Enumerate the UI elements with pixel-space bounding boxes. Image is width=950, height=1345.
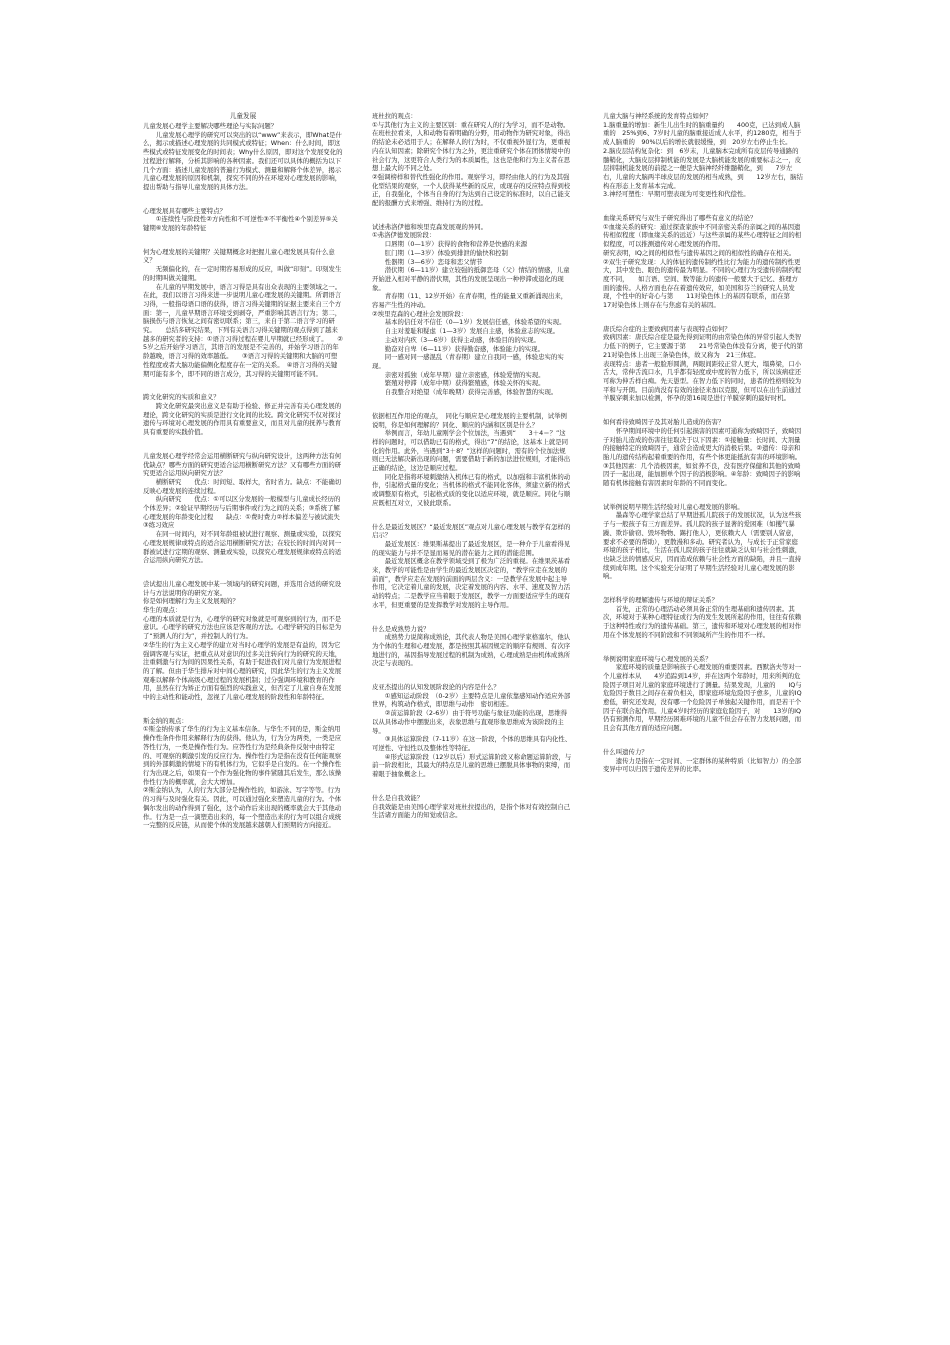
- section-15: [603, 112, 803, 199]
- text-column-1: [143, 112, 343, 845]
- section-17: [603, 325, 803, 403]
- section-10: [372, 412, 572, 508]
- section-7: [143, 717, 343, 830]
- section-14: [372, 794, 572, 820]
- section-19: [603, 503, 803, 581]
- section-text: 如何看待致畸因子及其对胎儿造成的伤害？ 怀孕期间环境中的任何引起损害的因素可通称为致畸因子，致畸因子对胎儿造成的伤害往往取决于以下因素：①接触量：长时间、大剂量的接触特定的致畸因子，通常会造成更大的消极后果。②遗传：母亲和胎儿的遗传结构起着重要的作用，有些个体更能抵抗有害的环境影响。③其他因素：几个消极因素，如贫养不良，没有医疗保健和其他的致畸因子一起出现，能加剧单个因子的消极影响。④年龄：致畸因子的影响随有机体接触有害因素时年龄的不同而变化。: [603, 418, 802, 488]
- section-text: 依据相互作用论的观点， 同化与顺应是心理发展的主要机制，试举例说明，你是如何理解的？同化、顺应的内涵和区别是什么？ 举例而言，年幼儿童刚学会个位加法，当遇到“ 3＋4＝？”这样的问题时，可以借助已有的格式，得出“7”的结论，这基本上就是同化的作用。此外，当遇到“3＋8？”这样的问题时，需有的个位加法规则已无法解决新出现的问题，需要借助于新的加法进位规则，才能得出正确的结论，这边是顺应过程。 同化是指将环境刺激纳入机体已有的格式，以加强和丰富机体的动作，引起格式量的变化；当机体的格式不能同化客体，须建立新的格式或调整原有格式，引起格式质的变化以适应环境，就是顺应。同化与顺应既相互对立，又彼此联系。: [372, 411, 571, 507]
- document-title: 儿童发展: [229, 112, 257, 120]
- section-22: [603, 748, 803, 774]
- section-text: 儿童发展心理学经常会运用横断研究与纵向研究设计，这两种方法有何优缺点？哪些方面的研究更适合运用横断研究方法？又有哪些方面的研究更适合运用纵向研究方法？ 横断研究 优点：时间短、取样大，省时省力。缺点：不能确切反映心理发展的连续过程。 纵向研究 优点：①可以区分发展的一般模型与儿童成长经历的个体差异；②验证早期经历与后期事件或行为之间的关系；③系统了解心理发展的年龄变化过程 缺点：①费时费力②样本偏差与被试流失③练习效应 在同一时间内，对不同年龄组被试进行观察、测量或实验，以探究心理发展规律或特点的适合运用横断研究方法；在较长的时间内对同一群被试进行定期的观察、测量或实验，以探究心理发展规律或特点的适合运用纵向研究方法。: [143, 451, 342, 565]
- section-text: 儿童发展心理学主要解决哪些理论与实际问题？ 儿童发展心理学的研究可以突出的以“www”来表示，即What是什么，揭示或描述心理发展的共同模式或特征；When：什么时间，即这些模式或特征发展变化的时间表；Why什么原因，即对这个发展变化的过程进行解释，分析其影响的各种因素。我们还可以具体的概括为以下几个方面：描述儿童发展的普遍行为模式、测量和解释个体差异，揭示儿童心理发展的原因和机制，探究不同的外在环境对心理发展的影响，提出帮助与指导儿童发展的具体方法。: [143, 122, 343, 191]
- section-text: 跨文化研究的实质和意义？ 跨文化研究最突出意义是有助于检验、修正并完善有关心理发展的理论，跨文化研究的实质是进行文化间的比较。跨文化研究不仅对探讨遗传与环境对心理发展的作用具有重要意义，而且对儿童的抚养与教育具有重要的实践价值。: [143, 393, 342, 437]
- section-11: [372, 523, 572, 610]
- section-18: [603, 418, 803, 488]
- section-text: 皮亚杰提出的认知发展阶段论的内容是什么？ ①感知运动阶段 （0-2岁）主要特点是儿童依靠感知动作适应外部世界，构筑动作格式，即思维与动作 密切相连。 ②前运算阶段（2-6岁）由于符号功能与象征功能的出现，思维得以从具体动作中摆脱出来，表象思维与直观形象思维成为该阶段的主导。 ③具体运算阶段（7-11岁）在这一阶段，个体的思维具有内化性、可逆性、守恒性以及整体性等特征。 ④形式运算阶段（12岁以后）形式运算阶段又称命题运算阶段，与前一阶段相比，其最大的特点是儿童的思维已摆脱具体事物的束缚，而着眼于抽象概念上。: [372, 683, 572, 779]
- section-6: [143, 580, 343, 702]
- section-text: 尝试提出儿童心理发展中某一领域内的研究问题，并选用合适的研究设计与方法说明你的研究方案。 你是如何理解行为主义发展观的？ 华生的观点： 心理的本质就是行为，心理学的研究对象就是可观察到的行为，而不是意识。心理学的研究方法也应该是客观的方法。心理学研究的目标是为了“预测人的行为”，并控制人的行为。 ②华生的行为主义心理学的建立对当时心理学的发展是有益的，因为它强调客观与实证，把重点从对意识的过多关注转向行为的研究的天地，注重刺激与行为间的因果性关系，有助于促进我们对儿童行为发展进程的了解。但由于华生排斥对中间心理的研究，因此华生的行为主义发展观难以解释个体高级心理过程的发展机制；过分强调环境和教育的作用，虽然在行为矫正方面有强烈的实践意义，但否定了儿童自身在发展中的主动性和能动性，忽视了儿童心理发展的阶段性和年龄特征。: [143, 579, 342, 702]
- section-9: [372, 223, 572, 397]
- section-text: 班杜拉的观点： ①与其他行为主义的主要区别：重在研究人的行为学习，而不是动物。在班杜拉看来，人和动物有着明确的分野，用动物作为研究对象，得出的结论未必适用于人；在解释人的行为时，不仅重视外显行为，更重视内在认知因素；除研究个体行为之外，更注重研究个体在团体情境中的社会行为，这更符合人类行为的本质属性，这也是他和行为主义者在思想上最大的不同之处。 ②强调榜样和替代性强化的作用。观察学习，即经由他人的行为及其强化型结果的观察，一个人获得某些新的反应，或现存的反应特点得到校正，自我强化，个体当自身的行为达到自己设定的标准时，以自己能支配的报酬方式来增强、维持行为的过程。: [372, 112, 571, 208]
- section-13: [372, 683, 572, 779]
- section-text: 什么是最近发展区？“最近发展区”观点对儿童心理发展与教学有怎样的启示？ 最近发展区：维果斯基提出了最近发展区，是一种介于儿童看得见的现实能力与并不是显而易见的潜在能力之间的潜能范围。 最近发展区概念在教学领域受到了极为广泛的重视。在维果茨基看来，教学的可能性是由学生的最近发展区决定的，“教学应走在发展的前面”，教学应走在发展的前面的两层含义：一是教学在发展中起主导作用，它决定着儿童的发展，决定着发展的内容、水平、速度及智力活动的特点；二是教学应当着眼于发展区，教学一方面要适应学生的现有水平，但更重要的是发挥教学对发展的主导作用。: [372, 522, 571, 609]
- section-5: [143, 452, 343, 565]
- section-12: [372, 625, 572, 669]
- text-column-3: [603, 112, 803, 789]
- section-text: 举例说明家庭环境与心理发展的关系？ 家庭环境的质量是影响孩子心理发展的重要因素。西默洛夫等对一个儿童样本从 4岁追踪到14岁，并在这两个年龄时，用来所判的危险因子项目对儿童的家庭环境进行了测量。结果发现，儿童的 IQ与危险因子数目之间存在着负相关，即家庭环境危险因子愈多，儿童的IQ愈低，研究还发现，没有哪一个危险因子单独起关键作用，而是若干个因子在联合起作用。儿童4岁时经历的家庭危险因子，对 13岁的IQ仍有预测作用，早期经历困难环境的儿童不但会存在智力发展问题，而且会有其他方面的适应问题。: [603, 654, 802, 733]
- section-21: [603, 655, 803, 733]
- section-8: [372, 112, 572, 208]
- section-20: [603, 596, 803, 640]
- section-text: 血缘关系研究与双生子研究得出了哪些有意义的结论？ ①血缘关系的研究：通过探查家族中不同亲密关系的亲属之间的基因遗传相似程度（即血缘关系的远近）与这些亲属的某些心理特征之间的相似程度，可以推测遗传对心理发展的作用。 研究表明，IQ之间的相似性与遗传基因之间的相似性的确存在相关。 ②双生子研究发现：人的体征的遗传制约性比行为能力的遗传制约性更大，其中发色、眼色的遗传最为明显。不同的心理行为受遗传的制约程度不同， 如言语、空间、数等能力的遗传一般要大于记忆、推理方面的遗传。人格方面也存在着遗传效应，如美国和芬兰的研究人员发现，个性中的好奇心与第 11对染色体上的基因有联系，而在第 17对染色体上则存在与焦虑有关的基因。: [603, 214, 802, 310]
- section-text: 什么是自我效能？ 自我效能是由美国心理学家对班杜拉提出的，是指个体对有效控制自己生活诸方面能力的知觉或信念。: [372, 793, 571, 820]
- section-text: 试举例说明早期生活经验对儿童心理发展的影响。 墨森等心理学家总结了早期进孤儿院孩子的发展状况，认为这些孩子与一般孩子有三方面差异。孤儿院的孩子显著的爱困难（如攫气暴躁、欺诈偷窃、毁坏物物、踢打他人），更依赖大人（需要别人留意，要求不必要的帮助），更散漫和多动。研究者认为，与成长于正常家庭环境的孩子相比，生活在孤儿院的孩子往往就缺乏认知与社会性刺激，也缺乏法的情感反应，因而造成依赖与社会性方面的缺陷，并且一直持续到成年期。这个实验充分证明了早期生活经验对儿童心理发展的影响。: [603, 502, 802, 581]
- section-16: [603, 214, 803, 310]
- section-4: [143, 393, 343, 437]
- section-text: 儿童大脑与神经系统的发育特点如何？ 1.脑重量的增加：新生儿出生时的脑重量约 400克，已达到成人脑重的 25%到6、7岁时儿童的脑重接近成人水平，约1280克，相当于成人脑重的 90%以后的增长就很缓慢，到 20岁左右停止生长。 2.脑皮层结构复杂化：到 6岁末，儿童脑本完成所有皮层传导通路的髓鞘化，大脑皮层抑制机能的发展是大脑机能发展的重要标志之一，皮层抑制机能发展的前提之一便是大脑神经纤维髓鞘化，到 7岁左右，儿童的大脑两半球皮层的发展的相当成熟，到 12岁左右，脑结构在形态上发育基本完成。 3.神经可塑性：早期可塑表现为可变更性和代偿性。: [603, 112, 803, 199]
- section-text: 何为心理发展的关键期？关键期概念对把握儿童心理发展具有什么意义？ 无频偏化的，在一定时期容易形成的反应，叫做“印刻”。印刻发生的时期叫做关键期。 在儿童的早期发展中，语言习得是具有出众表现的主要领域之一。在此，我们以语言习得来进一步说明儿童心理发展的关键期。所谓语言习得，一般指母语口语的获得，语言习得关键期的证据主要来自三个方面：第一，儿童早期语言环境受到剥夺，严重影响其语言行为；第二，脑损伤与语言恢复之间有密切联系；第三，来自于第二语言学习的研究。 总结多研究结果，下列有关语言习得关键期的观点得到了越来越多的研究者的支持：①语言习得过程在婴儿早期就已经形成了。 ②5岁之后开始学习语言，其语言的发展是不完善的，并始学习语言的年龄越晚，语言习得的效率越低。 ③语言习得的关键期和大脑的可塑性程度或者大脑功能偏侧化程度存在一定的关系。 ④语言习得的关键期可能有多个，即不同的语言成分，其习得的关键期可能不同。: [143, 247, 343, 378]
- section-2: [143, 207, 343, 233]
- section-text: 怎样科学的理解遗传与环境的辩证关系？ 首先，正常的心理活动必须具备正常的生理基础和遗传因素。其次，环境对于某种心理特征或行为的发生发展所起的作用，往往有依赖于这种特性或行为的遗传基础。第三，遗传和环境对心理发展的相对作用在个体发展的不同阶段和不同领域所产生的作用不一样。: [603, 596, 802, 639]
- text-column-2: [372, 112, 572, 835]
- section-text: 斯金纳的观点： ①斯金纳传承了华生的行为主义基本信条。与华生不同的是，斯金纳用操作性条件作用来解释行为的获得。他认为，行为分为两类，一类是应答性行为，一类是操作性行为。应答性行为是经典条件反射中由特定的、可观察的刺激引发的反应行为。操作性行为是指在没有任何能观察到的外部刺激的情境下的有机体行为，它似乎是自发的。在一个操作性行为出现之后，如果有一个作为强化物的事件紧随其后发生，那么该操作性行为的概率就，会大大增加。 ②斯金纳认为，人的行为大部分是操作性的，如游泳、写字等等。行为的习得与及时强化有关。因此，可以通过强化来塑造儿童的行为。个体偶尔发出的动作得到了强化，这个动作后来出现的概率就会大于其他动作。行为是一点一滴塑造出来的，每一个塑造出来的行为可以组合成统一完整的反应链，从而使个体的发展越来越朝人们预期的方向接近。: [143, 716, 342, 830]
- section-text: 心理发展具有哪些主要特点？ ①连续性与阶段性②方向性和不可逆性③不平衡性④个别差异⑤关键期⑥发展的年龄特征: [143, 206, 338, 233]
- section-text: 唐氏综合症的主要致病因素与表现特点如何？ 致病因素：唐氏综合症是最先得到证明的由常染色体的异常引起人类智力低下的例子，它主要源于第 21号常染色体没有分离，使子代的第 21对染色体上出现三条染色体，故又称为 21三体症。 表现特点：患者一般脸形圆满，两眼间距较正常人更大，塌鼻梁，口小舌大，常伸舌流口水，几乎都有轻度或中度的智力低下，所以该病症还可称为伸舌样白痴。先天愚型。在智力低下的同时，患者的性格则较为平和与开朗。目前尚没有有效的途径来加以克服，但可以在出生前通过羊膜穿刺来加以检测，怀孕的第16周是进行羊膜穿刺的最好时机。: [603, 324, 803, 403]
- section-text: 试述弗洛伊德和埃里克森发展观的异同。 ①弗洛伊德发展阶段： 口唇期（0—1岁）获得的食物和营养是快感的来源 肛门期（1—3岁）体验到排泄的愉快和控制 性器期（3—6岁）恋母和恋父情节 潜伏期（6—11岁）建立较强的抵御恋母（父）情结的情感，儿童开始进入相对平静的潜伏期，其性的发展呈现出一种停滞或退化的现象。 青春期（11、12岁开始）在青春期，性的能量又重新涌现出来，容易产生性的冲动。 ②埃里克森的心理社会发展阶段： 基本的信任对不信任（0—1岁）发展信任感，体验希望的实现。 自主对羞耻和疑虑（1—3岁）发展自主感，体验意志的实现。 主动对内疚（3—6岁）获得主动感，体验目的的实现。 勤奋对自卑（6—11岁）获得勤奋感，体验能力的实现。 同一感对同一感混乱（青春期）建立自我同一感，体验忠实的实现。 亲密对孤独（成年早期）建立亲密感，体验爱情的实现。 繁殖对停滞（成年中期）获得繁殖感，体验关怀的实现。 自我整合对绝望（成年晚期）获得完善感，体验智慧的实现。: [372, 222, 570, 397]
- section-text: 什么是成熟势力说？ 成熟势力说简称成熟论，其代表人物是美国心理学家格塞尔，他认为个体的生理和心理发展，都是按照其基因规定的顺序有规则、有次序地进行的，基因指导发展过程的机制为成熟，心理成熟是由机体成熟所决定与表现的。: [372, 624, 571, 668]
- section-1: [143, 122, 343, 192]
- section-text: 什么叫遗传力？ 遗传力是指在一定时间、一定群体的某种特质（比如智力）的全部变异中可以归因于遗传差异的比率。: [603, 747, 802, 774]
- section-3: [143, 248, 343, 379]
